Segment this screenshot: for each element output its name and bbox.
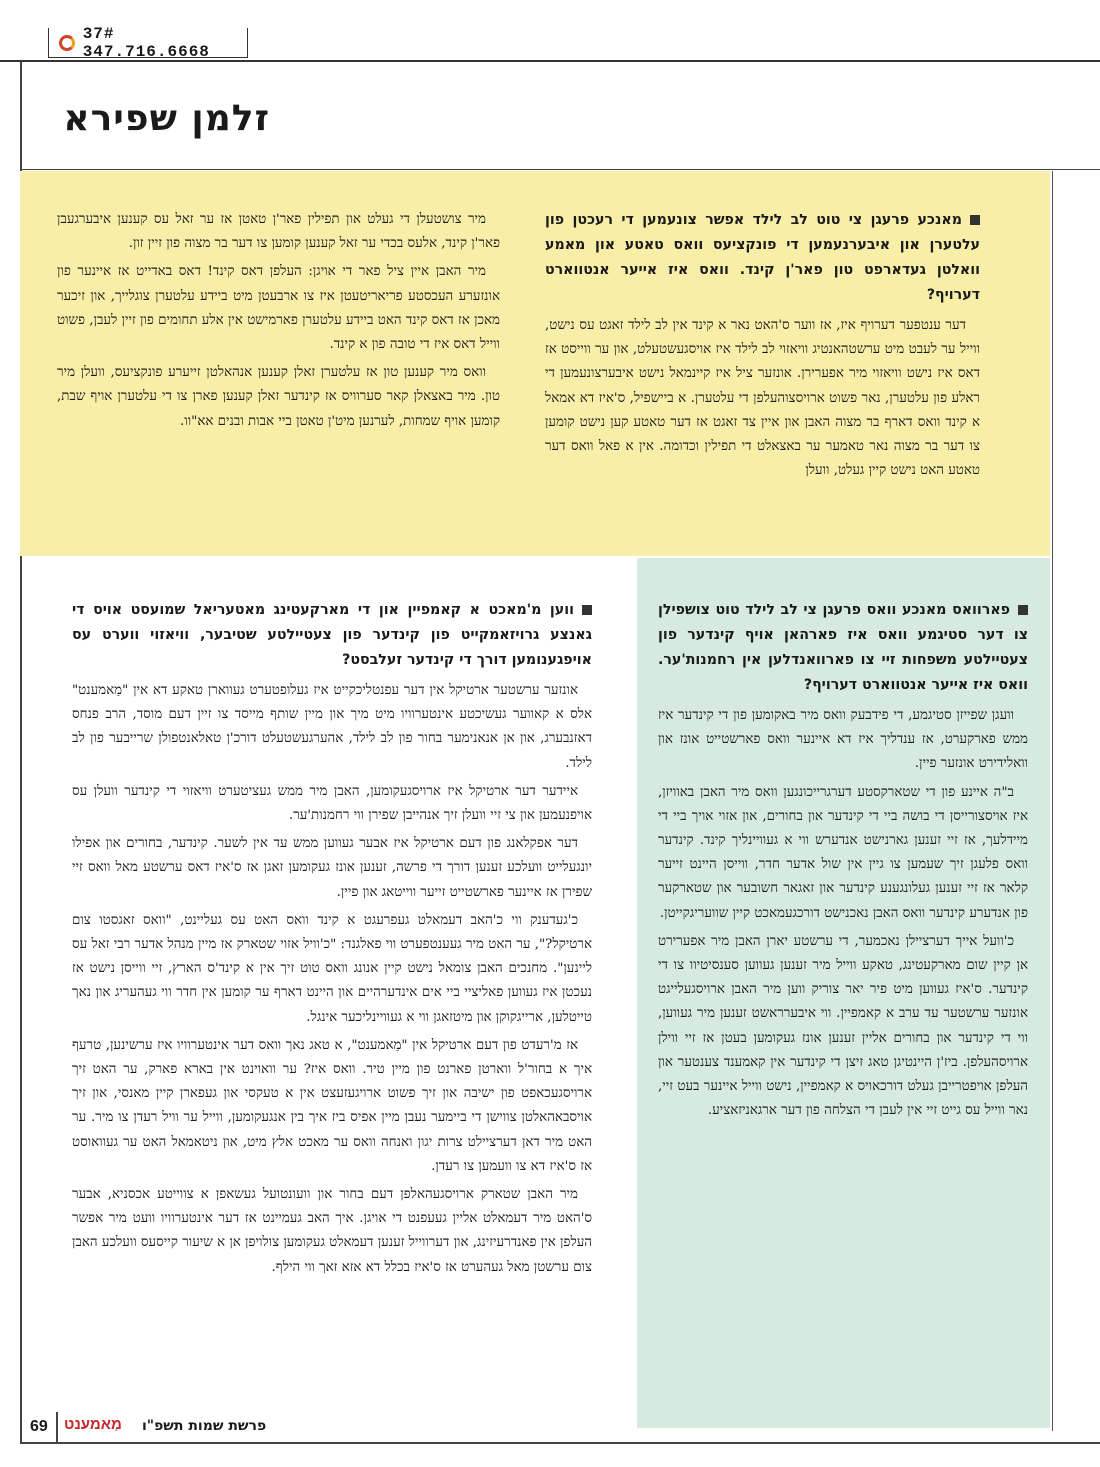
bullet-square-icon: [970, 215, 980, 225]
paragraph: וועגן שפייזן סטיגמע, די פידבעק וואס מיר באקומען פון די קינדער איז ממש פארקערט, אז ענדליך איז דא איינער וואס פארשטייט אונז און וואלידירט אונזער פיין.: [658, 708, 1028, 772]
paragraph: אונזער ערשטער ארטיקל אין דער עפנטליכקייט איז געלופטערט געווארן טאקע דא אין "מַאמענט" אלס א קאווער געשיכטע אינטערוויו מיט מיך און מיין שותף מייסד צו זיין דעם מוסד, הרב פנחס דאזנבערג, און אן אנאנימער בחור פון לב לילד, אהערגעשטעלט דורכ'ן טאלאנטפולן שרייבער פון לב לילד.: [72, 683, 592, 771]
question-text: ווען מ'מאכט א קאמפיין און די מארקעטינג מאטעריאל שמועסט אויס די גאנצע גרויזאמקייט פון קינדער פון צעטיילטע שטיבער, וויאזוי ווערט עס אויפגענומען דורך די קינדער זעלבסט?: [72, 602, 592, 668]
paragraph: איידער דער ארטיקל איז ארויסגעקומען, האבן מיר ממש געציטערט וויאזוי די קינדער וועלן עס אויפנעמען און צי זיי וועלן זיך אנהייבן שפירן ווי רחמנות'ער.: [72, 783, 592, 824]
paragraph: מיר צושטעלן די געלט און תפילין פאר'ן טאטן אז ער זאל עס קענען איבערגעבן פאר'ן קינד, אלעס בכדי ער זאל קענען קומען צו דער בר מצוה פון זיין זון.: [57, 212, 500, 252]
question-heading: [658, 598, 1028, 698]
paragraph: דער ענטפער דערויף איז, אז ווער ס'האט נאר א קינד אין לב לילד זאגט עס נישט, ווייל ער לעבט מיט ערשטהאנטיג וויאזוי לב לילד איז אויסגעשטעלט, און ער ווייסט אז דאס איז נישט וויאזוי מיר אפערירן. אונזער ציל איז קיינמאל נישט איבערצונעמען די ראלע פון עלטערן, נאר פשוט ארויסצוהעלפן די עלטערן. א ביישפיל, ס'איז דא אמאל א קינד וואס דארף בר מצוה האבן און איין צד זאגט אז דער טאטע קען נישט קומען צו דער בר מצוה נאר טאמער ער באצאלט די תפילין וכדומה. אין א פאל וואס דער טאטע האט נישט קיין געלט, וועלן: [545, 318, 980, 479]
paragraph: כ'געדענק ווי כ'האב דעמאלט געפרעגט א קינד וואס האט עס געליינט, "וואס זאגסטו צום ארטיקל?", ער האט מיר געענטפערט ווי פאלגנד: "כ'וויל אזוי שטארק אז מיין מנהל אדער רבי זאל עס ליינען". מחנכים האבן צומאל נישט קיין אנונג וואס טוט זיך אין א קינד'ס הארץ, זיי ווייסן נישט אז נעכטן איז געווען פאליציי ביי אים אינדערהיים און היינט דארף ער קומען אין חדר ווי געהעריג און נאך טייטלען, ארייגקוקן און מיטזאגן ווי א געוויינליכער אינגל.: [72, 912, 592, 1025]
paragraph: ב"ה איינע פון די שטארקסטע דערגרייכונגען וואס מיר האבן באוויזן, איז אויסצורייסן די בושה ביי די קינדער און בחורים, און אזוי אויך ביי די מיידלעך, אז זיי זענען גארנישט אנדערש ווי א געוויינליך קינד. קינדער וואס פלעגן זיך שעמען צו גיין אין שול אדער חדר, ווייסן היינט זייער קלאר אז זיי זענען געלונגענע קינדער און זאגאר חשובער און שטארקער פון אנדערע קינדער וואס האבן נאכנישט דורכגעמאכט קיין שוועריגקייטן.: [658, 784, 1028, 921]
question-heading: [545, 208, 980, 308]
paragraph: דער אפקלאנג פון דעם ארטיקל איז אבער געווען ממש עד אין לשער. קינדער, בחורים און אפילו יונגעלייט וועלכע זענען דורך די פרשה, זענען אונז געקומען זאגן אז ס'איז דאס ערשטע מאל וואס זיי שפירן אז איינער פארשטייט זייער ווייטאג און פיין.: [72, 836, 592, 900]
paragraph: כ'וועל אייך דערציילן נאכמער, די ערשטע יארן האבן מיר אפערירט אן קיין שום מארקעטינג, טאקע ווייל מיר זענען געווען סענסיטיוו צו די קינדער. ס'איז געווען מיט פיר יאר צוריק ווען מיר האבן ארויסגעלייגט אונזער ערשטער עד ערב א קאמפיין. ווי איבערראשט זענען מיר געווען, ווי די קינדער און בחורים אליין זענען אונז געקומען בעטן אז זיי ווילן ארויסהעלפן. ביז'ן היינטיגן טאג זיצן די קינדער אין קאמענד צענטער און העלפן אויפטרייבן געלט דורכאויס א קאמפיין, נישט ווייל איינער בעט זיי, נאר ווייל עס גייט זיי אין לעבן די הצלחה פון דער ארגאניזאציע.: [658, 933, 1028, 1119]
question-text: פארוואס מאנכע וואס פרעגן צי לב לילד טוט צושפילן צו דער סטיגמע וואס איז פארהאן אויף קינדער פון צעטיילטע משפחות זיי צו פארוואנדלען אין רחמנות'ער. וואס איז אייער אנטווארט דערויף?: [658, 602, 1028, 693]
phone-logo-icon: [59, 35, 75, 51]
question-heading: [72, 598, 592, 673]
right-border-strip: [1052, 171, 1100, 1431]
paragraph: וואס מיר קענען טון אז עלטערן זאלן קענען אנהאלטן זייערע פונקציעס, וועלן מיר טון. מיר באצאלן קאר סערוויס אז קינדער זאלן קענען פארן צו די עלטערן אויף שבת, קומען אויף שמחות, לערנען מיט'ן טאטן ביי אבות ובנים אא"וו.: [57, 365, 500, 429]
yellow-right-column: [545, 208, 980, 487]
question-text: מאנכע פרעגן צי טוט לב לילד אפשר צונעמען די רעכטן פון עלטערן און איבערנעמען די פונקציעס וואס טאטע און מאמע וואלטן געדארפט טון פאר'ן קינד. וואס איז אייער אנטווארט דערויף?: [545, 212, 980, 303]
paragraph: אז מ'רעדט פון דעם ארטיקל אין "מַאמענט", א טאג נאך וואס דער אינטערוויו איז ערשינען, טרעף איך א בחור'ל ווארטן פארנט פון מיין טיר. וואס איז? ער וואוינט אין בארא פארק, ער האט זיך ארויסגעכאפט פון ישיבה און זיך פשוט ארויגעזעצט אין א טעקסי און געפארן קיין מאנסי, און זיך אויסבאהאלטן צווישן די ביימער נעבן מיין אפיס ביז איך בין אנגעקומען, ווייל ער וויל רעדן צו מיר. ער האט מיר דאן דערציילט צרות יגון ואנחה וואס ער מאכט אלץ מיט, און ניטאמאל האט ער געוואוסט אז ס'איז דא צו וועמען צו רעדן.: [72, 1037, 592, 1174]
author-name: זלמן שפירא: [63, 98, 270, 139]
phone-box: [48, 24, 248, 61]
page-number: 69: [30, 1418, 48, 1435]
green-column: [658, 598, 1028, 1127]
footer-separator: [56, 1412, 58, 1442]
bullet-square-icon: [582, 605, 592, 615]
paragraph: מיר האבן שטארק ארויסגעהאלפן דעם בחור און וועונטועל געשאפן א צווייטע אכסניא, אבער ס'האט מיר דעמאלט אליין געעפנט די אויגן. איך האב געמיינט אז דער אינטערוויו וועט מיר אפשר העלפן אין פאנדרעיזינג, און דערווייל זענען דעמאלט געקומען צולויפן אן א שיעור קייסעס וועלכע האבן צום ערשטן מאל געהערט אז ס'איז בכלל דא אזא זאך ווי הילף.: [72, 1187, 592, 1275]
yellow-left-column: [57, 208, 500, 438]
bullet-square-icon: [1018, 605, 1028, 615]
footer-rule: [20, 1442, 1100, 1444]
white-column: [72, 598, 592, 1284]
paragraph: מיר האבן איין ציל פאר די אויגן: העלפן דאס קינד! דאס באדייט אז איינער פון אונזערע העכסטע פריאריטעטן איז צו ארבעטן מיט ביידע עלטערן צוגלייך, און זיכער מאכן אז דאס קינד האט ביידע עלטערן פארמישט אין אלע תחומים פון זיין לעבן, פשוט ווייל דאס איז די טובה פון א קינד.: [57, 264, 500, 353]
magazine-logo: מַאמענט: [64, 1416, 122, 1433]
parsha-label: פרשת שמות תשפ"ו: [142, 1418, 267, 1434]
phone-number: 37# 347.716.6668: [82, 24, 210, 61]
